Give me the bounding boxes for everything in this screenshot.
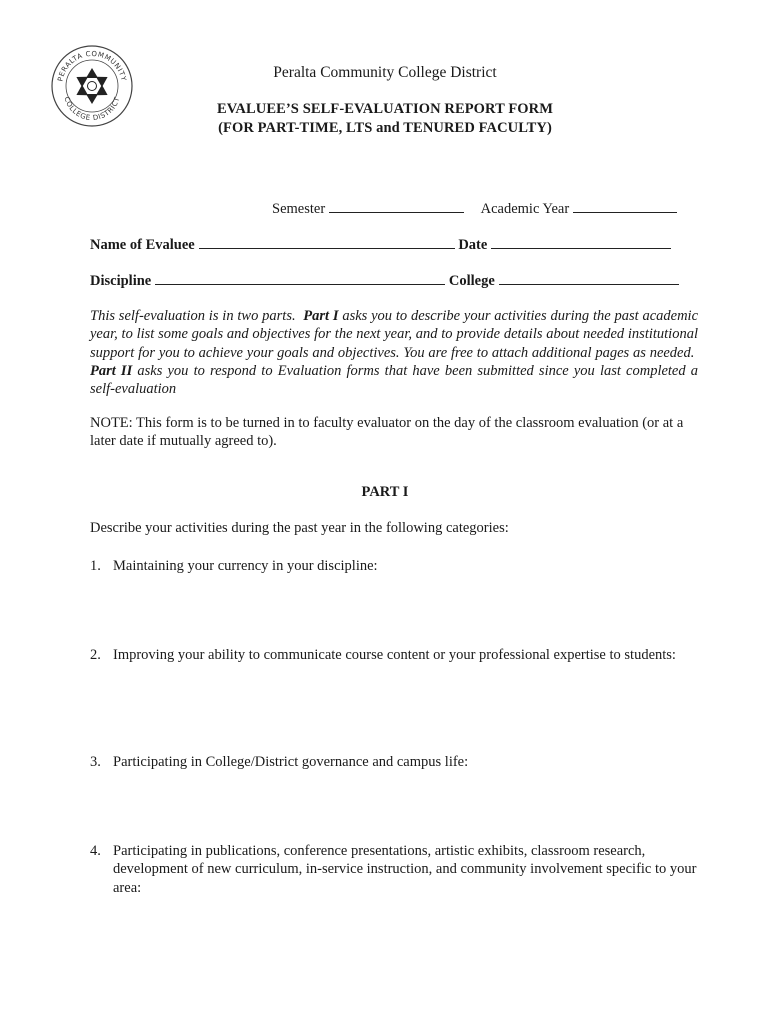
district-name: Peralta Community College District xyxy=(273,64,497,81)
semester-field[interactable] xyxy=(329,200,464,213)
intro-text-2: asks you to describe your activities during the past academic year, to list some goals and objectives for the next year, and to provide details about needed institutional support for you to achieve your goals and objectives. You are free to attach additional pages as needed. xyxy=(90,308,699,361)
describe-prompt: Describe your activities during the past year in the following categories: xyxy=(90,520,509,536)
intro-text-3: asks you to respond to Evaluation forms that have been submitted since you last completed a self-evaluation xyxy=(90,362,699,398)
list-item xyxy=(90,753,705,771)
name-row xyxy=(90,236,671,254)
name-field[interactable] xyxy=(199,236,455,249)
college-field[interactable] xyxy=(499,272,679,285)
semester-row xyxy=(272,200,677,218)
list-item xyxy=(90,842,705,897)
item-number: 1. xyxy=(90,558,101,574)
form-subtitle: (FOR PART-TIME, LTS and TENURED FACULTY) xyxy=(218,120,552,136)
seal-text-bottom: COLLEGE DISTRICT xyxy=(62,95,122,123)
discipline-field[interactable] xyxy=(155,272,445,285)
date-field[interactable] xyxy=(491,236,671,249)
academic-year-field[interactable] xyxy=(573,200,677,213)
discipline-row xyxy=(90,272,679,290)
name-label: Name of Evaluee xyxy=(90,237,195,253)
list-item xyxy=(90,646,705,664)
semester-label: Semester xyxy=(272,201,326,217)
item-number: 4. xyxy=(90,843,101,859)
intro-paragraph xyxy=(90,307,698,398)
list-item xyxy=(90,557,705,575)
date-label: Date xyxy=(458,237,488,253)
item-number: 3. xyxy=(90,754,101,770)
discipline-label: Discipline xyxy=(90,273,152,289)
intro-part-one: Part I xyxy=(303,308,339,324)
item-text: Participating in publications, conference presentations, artistic exhibits, classroom research, development of new curriculum, in-service instruction, and community involvement specific to your area: xyxy=(113,843,697,896)
academic-year-label: Academic Year xyxy=(480,201,570,217)
seal-text-top: PERALTA COMMUNITY xyxy=(56,49,128,83)
item-text: Maintaining your currency in your discipline: xyxy=(113,558,378,574)
part-one-heading: PART I xyxy=(361,484,409,500)
form-title: EVALUEE’S SELF-EVALUATION REPORT FORM xyxy=(216,101,554,117)
college-label: College xyxy=(448,273,495,289)
intro-part-two: Part II xyxy=(90,362,133,379)
item-text: Improving your ability to communicate course content or your professional expertise to students: xyxy=(113,647,676,663)
item-number: 2. xyxy=(90,647,101,663)
note-paragraph: NOTE: This form is to be turned in to faculty evaluator on the day of the classroom evaluation (or at a later date if mutually agreed to). xyxy=(90,415,684,450)
item-text: Participating in College/District governance and campus life: xyxy=(113,754,469,770)
intro-text-1: This self-evaluation is in two parts. xyxy=(90,308,296,324)
